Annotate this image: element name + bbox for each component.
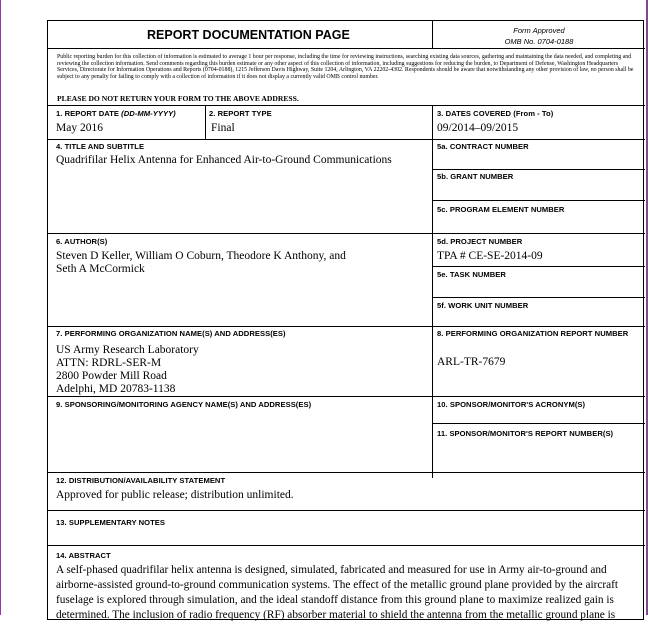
- project-number-value: TPA # CE-SE-2014-09: [437, 250, 543, 262]
- row1-divider-a: [205, 105, 206, 139]
- sponsoring-agency-label: 9. SPONSORING/MONITORING AGENCY NAME(S) AND ADDRESS(ES): [56, 400, 312, 409]
- page-title: REPORT DOCUMENTATION PAGE: [147, 28, 350, 42]
- row2-rule-top: [48, 139, 645, 140]
- row8-rule-top: [48, 545, 645, 546]
- burden-statement: Public reporting burden for this collection of information is estimated to average 1 hour per response, including the time for reviewing instructions, searching existing data sources, gathering and maintaining the data needed, and completing and reviewing the collection information. Send comments regarding this burden estimate or any other aspect of this collection of information, including suggestions for reducing the burden, to Department of Defense, Washington Headquarters Services, Directorate for Information Operations and Reports (0704-0188), 1215 Jefferson Davis Highway, Suite 1204, Arlington, VA 22202-4302. Respondents should be aware that notwithstanding any other provision of law, no person shall be subject to any penalty for failing to comply with a collection of information if it does not display a currently valid OMB control number.: [57, 54, 634, 81]
- rule-5a: [432, 169, 645, 170]
- abstract-line-1: A self-phased quadrifilar helix antenna is designed, simulated, fabricated and measured for use in Army air-to-ground and: [56, 564, 607, 576]
- report-documentation-form: [47, 20, 644, 620]
- contract-number-label: 5a. CONTRACT NUMBER: [437, 142, 529, 151]
- performing-org-line-1: US Army Research Laboratory: [56, 344, 199, 356]
- row3-rule-top: [48, 233, 645, 234]
- row1-rule-top: [48, 105, 645, 106]
- grant-number-label: 5b. GRANT NUMBER: [437, 172, 514, 181]
- report-date-value: May 2016: [56, 122, 103, 134]
- abstract-line-3: fuselage is explored through simulation, and the ideal standoff distance from this ground plane to maximize realized gain is: [56, 594, 614, 606]
- distribution-value: Approved for public release; distribution unlimited.: [56, 489, 294, 501]
- rule-5e: [432, 297, 645, 298]
- abstract-label: 14. ABSTRACT: [56, 551, 111, 560]
- performing-report-number-label: 8. PERFORMING ORGANIZATION REPORT NUMBER: [437, 329, 629, 338]
- performing-org-line-4: Adelphi, MD 20783-1138: [56, 383, 176, 395]
- abstract-line-2: airborne-assisted ground-to-ground communication systems. The effect of the metallic ground plane provided by the aircraft: [56, 579, 619, 591]
- work-unit-label: 5f. WORK UNIT NUMBER: [437, 301, 529, 310]
- authors-label: 6. AUTHOR(S): [56, 237, 108, 246]
- report-date-label: 1. REPORT DATE (DD-MM-YYYY): [56, 109, 176, 118]
- task-number-label: 5e. TASK NUMBER: [437, 270, 506, 279]
- title-subtitle-label: 4. TITLE AND SUBTITLE: [56, 142, 145, 151]
- authors-line-2: Seth A McCormick: [56, 263, 145, 275]
- dates-covered-value: 09/2014–09/2015: [437, 122, 519, 134]
- omb-number: OMB No. 0704-0188: [504, 37, 574, 46]
- report-type-value: Final: [211, 122, 235, 134]
- program-element-label: 5c. PROGRAM ELEMENT NUMBER: [437, 205, 565, 214]
- rule-5b: [432, 200, 645, 201]
- distribution-label: 12. DISTRIBUTION/AVAILABILITY STATEMENT: [56, 476, 226, 485]
- sponsor-acronym-label: 10. SPONSOR/MONITOR'S ACRONYM(S): [437, 400, 586, 409]
- row5-rule-top: [48, 396, 645, 397]
- return-warning: PLEASE DO NOT RETURN YOUR FORM TO THE ABOVE ADDRESS.: [57, 94, 299, 103]
- form-approved-label: Form Approved: [513, 26, 565, 35]
- title-subtitle-value: Quadrifilar Helix Antenna for Enhanced Air-to-Ground Communications: [56, 154, 392, 166]
- rule-10: [432, 423, 645, 424]
- row6-rule-top: [48, 472, 645, 473]
- authors-line-1: Steven D Keller, William O Coburn, Theodore K Anthony, and: [56, 250, 346, 262]
- report-type-label: 2. REPORT TYPE: [209, 109, 272, 118]
- performing-org-line-2: ATTN: RDRL-SER-M: [56, 357, 162, 369]
- window-border-left: [0, 0, 1, 615]
- row7-rule-top: [48, 510, 645, 511]
- row4-rule-top: [48, 326, 645, 327]
- dates-covered-label: 3. DATES COVERED (From - To): [437, 109, 554, 118]
- performing-org-label: 7. PERFORMING ORGANIZATION NAME(S) AND ADDRESS(ES): [56, 329, 286, 338]
- abstract-line-4: determined. The inclusion of radio frequency (RF) absorber material to shield the antenna from the metallic ground plane is: [56, 609, 616, 621]
- performing-report-number-value: ARL-TR-7679: [437, 356, 506, 368]
- rule-5d: [432, 266, 645, 267]
- header-rule: [48, 48, 645, 49]
- performing-org-line-3: 2800 Powder Mill Road: [56, 370, 167, 382]
- sponsor-report-number-label: 11. SPONSOR/MONITOR'S REPORT NUMBER(S): [437, 429, 614, 438]
- project-number-label: 5d. PROJECT NUMBER: [437, 237, 523, 246]
- supplementary-notes-label: 13. SUPPLEMENTARY NOTES: [56, 518, 166, 527]
